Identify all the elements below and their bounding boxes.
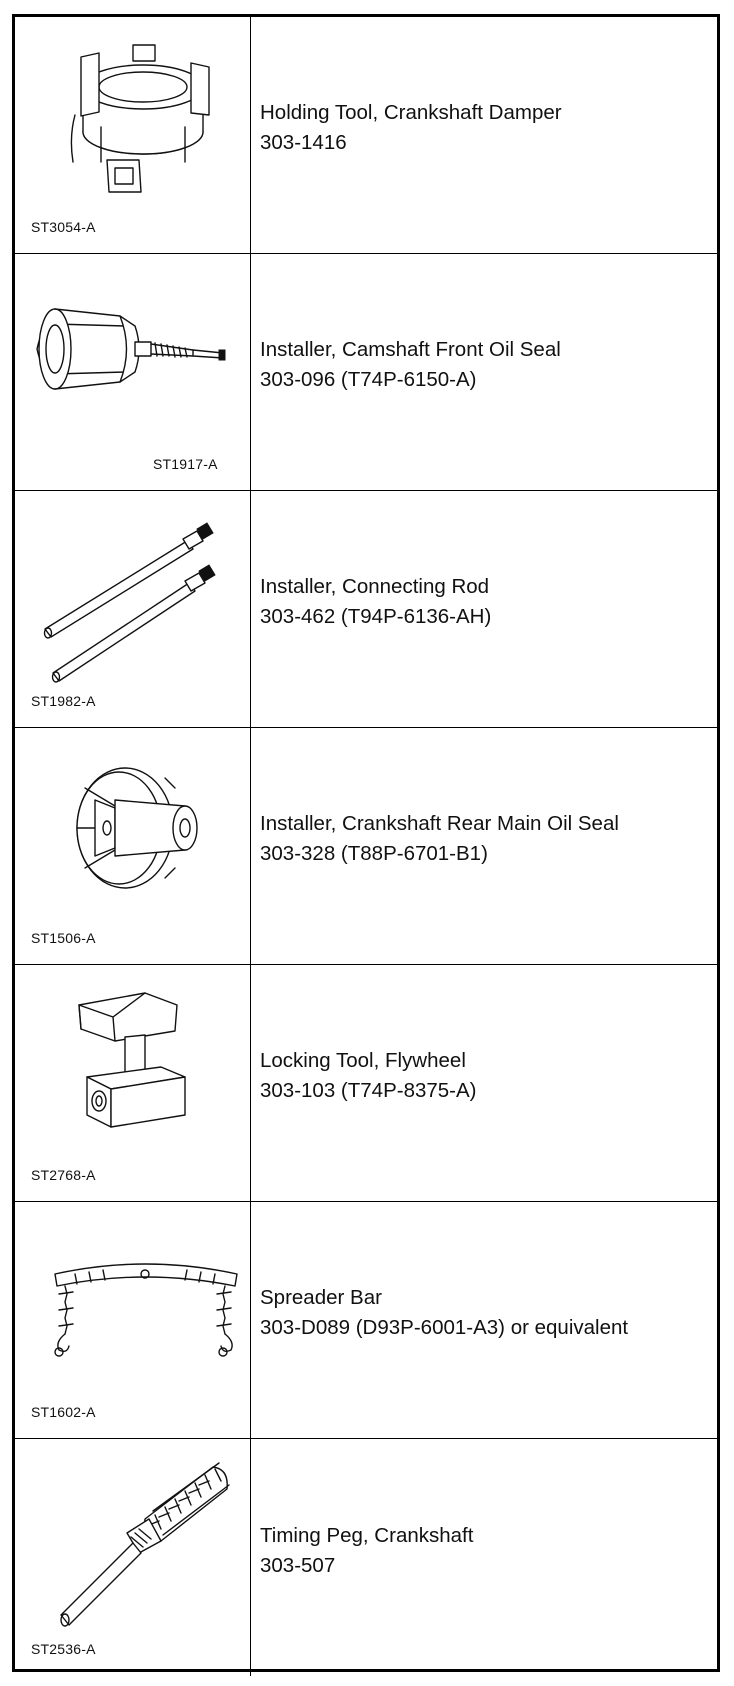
tool-illustration-cell (15, 728, 251, 964)
tool-name: Timing Peg, Crankshaft (260, 1523, 474, 1547)
tool-illustration-cell (15, 254, 251, 490)
tool-part-number: 303-096 (T74P-6150-A) (260, 368, 477, 391)
tool-description-cell (260, 1202, 715, 1438)
special-tools-table (12, 14, 720, 1672)
tool-row (15, 1439, 717, 1676)
tool-part-number: 303-D089 (D93P-6001-A3) or equivalent (260, 1316, 629, 1339)
tool-part-number: 303-507 (260, 1553, 336, 1577)
tool-illustration-cell (15, 17, 251, 253)
tool-name: Locking Tool, Flywheel (260, 1049, 466, 1072)
tool-name: Spreader Bar (260, 1286, 382, 1309)
tool-illustration-cell (15, 491, 251, 727)
tool-part-number: 303-1416 (260, 131, 347, 154)
tool-name: Installer, Crankshaft Rear Main Oil Seal (260, 812, 619, 835)
illustration-code: ST2768-A (31, 1167, 96, 1183)
tool-row (15, 17, 717, 254)
tool-part-number: 303-328 (T88P-6701-B1) (260, 842, 488, 865)
illustration-code: ST3054-A (31, 219, 96, 235)
tool-row (15, 1202, 717, 1439)
tool-illustration-cell (15, 1439, 251, 1676)
tool-description-cell (260, 17, 715, 253)
illustration-code: ST2536-A (31, 1641, 96, 1657)
illustration-code: ST1602-A (31, 1404, 96, 1420)
tool-name: Holding Tool, Crankshaft Damper (260, 101, 562, 124)
tool-description-cell (260, 491, 715, 727)
tool-name: Installer, Camshaft Front Oil Seal (260, 338, 561, 361)
tool-part-number: 303-462 (T94P-6136-AH) (260, 605, 492, 628)
tool-row (15, 728, 717, 965)
tool-description-cell (260, 1439, 715, 1676)
tool-description-cell (260, 254, 715, 490)
illustration-code: ST1506-A (31, 930, 96, 946)
tool-row (15, 491, 717, 728)
tool-illustration-cell (15, 1202, 251, 1438)
illustration-code: ST1917-A (153, 456, 218, 472)
tool-name: Installer, Connecting Rod (260, 575, 490, 598)
illustration-code: ST1982-A (31, 693, 96, 709)
tool-row (15, 965, 717, 1202)
tool-part-number: 303-103 (T74P-8375-A) (260, 1079, 477, 1102)
tool-row (15, 254, 717, 491)
tool-description-cell (260, 728, 715, 964)
tool-illustration-cell (15, 965, 251, 1201)
tool-description-cell (260, 965, 715, 1201)
